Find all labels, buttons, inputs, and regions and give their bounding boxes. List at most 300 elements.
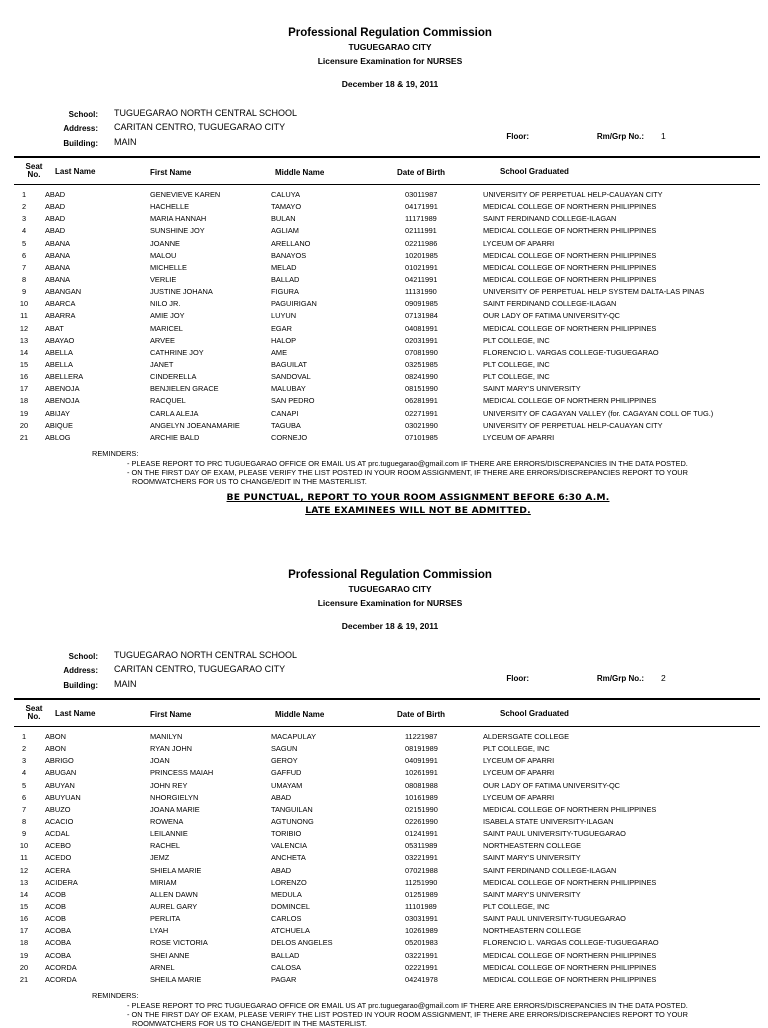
date-of-birth: 10261989 xyxy=(405,926,438,936)
table-row xyxy=(0,804,768,816)
last-name: ACEDO xyxy=(45,853,72,863)
last-name: ABAD xyxy=(45,214,66,224)
first-name: CARLA ALEJA xyxy=(150,408,199,418)
first-name: ROSE VICTORIA xyxy=(150,938,208,948)
room-label: Rm/Grp No.: xyxy=(596,674,644,683)
date-of-birth: 01021991 xyxy=(405,262,438,272)
middle-name: CARLOS xyxy=(271,914,302,924)
seat-no: 1 xyxy=(21,190,27,199)
table-row xyxy=(0,901,768,913)
first-name: BENJIELEN GRACE xyxy=(150,384,219,394)
school-graduated: UNIVERSITY OF PERPETUAL HELP SYSTEM DALTA-LAS PINAS xyxy=(483,287,705,297)
header-exam: Licensure Examination for NURSES xyxy=(317,56,463,66)
seat-no: 14 xyxy=(19,347,29,357)
school-graduated: SAINT MARY'S UNIVERSITY xyxy=(483,384,581,394)
seat-no: 5 xyxy=(21,780,27,790)
school-graduated: MEDICAL COLLEGE OF NORTHERN PHILIPPINES xyxy=(483,226,657,236)
school-graduated: SAINT PAUL UNIVERSITY-TUGUEGARAO xyxy=(483,914,626,924)
middle-name: MELAD xyxy=(271,262,297,272)
header-title: Professional Regulation Commission xyxy=(288,27,492,39)
seat-no: 10 xyxy=(19,841,29,851)
table-row xyxy=(0,359,768,371)
seat-no: 19 xyxy=(19,950,29,960)
table-row xyxy=(0,816,768,828)
school-graduated: OUR LADY OF FATIMA UNIVERSITY-QC xyxy=(483,311,621,321)
seat-no: 16 xyxy=(19,372,29,382)
col-middle-name: Middle Name xyxy=(275,710,325,719)
school-graduated: NORTHEASTERN COLLEGE xyxy=(483,841,582,851)
middle-name: CALUYA xyxy=(271,190,301,199)
seat-no: 13 xyxy=(19,335,29,345)
date-of-birth: 02111991 xyxy=(405,226,437,236)
first-name: PERLITA xyxy=(150,914,181,924)
middle-name: VALENCIA xyxy=(271,841,308,851)
col-school: School Graduated xyxy=(500,167,569,176)
school-graduated: LYCEUM OF APARRI xyxy=(483,792,555,802)
school-value: TUGUEGARAO NORTH CENTRAL SCHOOL xyxy=(114,650,298,660)
school-graduated: NORTHEASTERN COLLEGE xyxy=(483,926,582,936)
middle-name: MACAPULAY xyxy=(271,732,317,741)
date-of-birth: 02221991 xyxy=(405,962,438,972)
first-name: ANGELYN JOEANAMARIE xyxy=(150,420,240,430)
date-of-birth: 11101989 xyxy=(405,901,437,911)
last-name: ACOBA xyxy=(45,950,71,960)
seat-no: 2 xyxy=(21,744,27,754)
date-of-birth: 07131984 xyxy=(405,311,438,321)
table-row xyxy=(0,225,768,237)
last-name: ABENOJA xyxy=(45,384,80,394)
seat-no: 18 xyxy=(19,938,29,948)
table-row xyxy=(0,310,768,322)
first-name: JOANA MARIE xyxy=(150,804,200,814)
last-name: ACDAL xyxy=(45,829,70,839)
building-value: MAIN xyxy=(114,679,137,689)
date-of-birth: 11221987 xyxy=(405,732,438,741)
school-label: School: xyxy=(68,110,98,119)
school-graduated: MEDICAL COLLEGE OF NORTHERN PHILIPPINES xyxy=(483,396,657,406)
date-of-birth: 10261991 xyxy=(405,768,438,778)
seat-no: 9 xyxy=(21,287,27,297)
date-of-birth: 04081991 xyxy=(405,323,438,333)
punctuality-notice: BE PUNCTUAL, REPORT TO YOUR ROOM ASSIGNMENT BEFORE 6:30 A.M. xyxy=(226,492,610,503)
date-of-birth: 07101985 xyxy=(405,432,438,442)
first-name: JOAN xyxy=(150,756,170,766)
middle-name: ABAD xyxy=(271,865,292,875)
seat-no: 3 xyxy=(21,214,27,224)
table-row xyxy=(0,335,768,347)
last-name: ACOB xyxy=(45,901,66,911)
first-name: ARNEL xyxy=(150,962,175,972)
first-name: HACHELLE xyxy=(150,202,190,212)
address-value: CARITAN CENTRO, TUGUEGARAO CITY xyxy=(114,664,286,674)
school-graduated: FLORENCIO L. VARGAS COLLEGE-TUGUEGARAO xyxy=(483,938,659,948)
floor-label: Floor: xyxy=(506,674,529,683)
first-name: CATHRINE JOY xyxy=(150,347,204,357)
middle-name: SANDOVAL xyxy=(271,372,311,382)
last-name: ACEBO xyxy=(45,841,71,851)
date-of-birth: 10201985 xyxy=(405,250,438,260)
header-city: TUGUEGARAO CITY xyxy=(348,584,432,594)
last-name: ACOBA xyxy=(45,926,71,936)
table-row xyxy=(0,780,768,792)
middle-name: GEROY xyxy=(271,756,298,766)
first-name: SHEILA MARIE xyxy=(150,974,202,984)
address-value: CARITAN CENTRO, TUGUEGARAO CITY xyxy=(114,122,286,132)
middle-name: BULAN xyxy=(271,214,296,224)
building-label: Building: xyxy=(63,139,98,148)
reminder-line-3: ROOMWATCHERS FOR US TO CHANGE/EDIT IN THE MASTERLIST. xyxy=(132,477,367,486)
first-name: SHEI ANNE xyxy=(150,950,190,960)
date-of-birth: 08081988 xyxy=(405,780,438,790)
date-of-birth: 11251990 xyxy=(405,877,438,887)
middle-name: AGLIAM xyxy=(271,226,299,236)
first-name: MARIA HANNAH xyxy=(150,214,207,224)
date-of-birth: 09091985 xyxy=(405,299,438,309)
date-of-birth: 07081990 xyxy=(405,347,438,357)
last-name: ABANA xyxy=(45,238,71,248)
seat-no: 11 xyxy=(20,853,28,863)
seat-no: 21 xyxy=(19,974,29,984)
school-graduated: ISABELA STATE UNIVERSITY-ILAGAN xyxy=(483,816,614,826)
col-seat: Seat No. xyxy=(25,162,43,179)
middle-name: UMAYAM xyxy=(271,780,303,790)
date-of-birth: 05201983 xyxy=(405,938,438,948)
date-of-birth: 02271991 xyxy=(405,408,438,418)
seat-no: 14 xyxy=(19,889,29,899)
first-name: JOANNE xyxy=(150,238,180,248)
first-name: CINDERELLA xyxy=(150,372,197,382)
header-title: Professional Regulation Commission xyxy=(288,569,492,581)
col-dob: Date of Birth xyxy=(397,168,445,177)
room-label: Rm/Grp No.: xyxy=(596,132,644,141)
date-of-birth: 07021988 xyxy=(405,865,438,875)
first-name: ARVEE xyxy=(150,335,175,345)
last-name: ACIDERA xyxy=(45,877,78,887)
school-graduated: UNIVERSITY OF PERPETUAL HELP-CAUAYAN CITY xyxy=(483,420,663,430)
seat-no: 6 xyxy=(21,250,27,260)
last-name: ABLOG xyxy=(45,432,71,442)
col-school: School Graduated xyxy=(500,709,569,718)
col-last-name: Last Name xyxy=(55,709,96,718)
last-name: ABUYUAN xyxy=(45,792,81,802)
date-of-birth: 10161989 xyxy=(405,792,438,802)
last-name: ACOB xyxy=(45,914,66,924)
examinee-table xyxy=(0,731,768,986)
school-graduated: FLORENCIO L. VARGAS COLLEGE-TUGUEGARAO xyxy=(483,347,659,357)
seat-no: 15 xyxy=(19,359,29,369)
last-name: ABUYAN xyxy=(45,780,75,790)
school-graduated: LYCEUM OF APARRI xyxy=(483,432,555,442)
table-row xyxy=(0,840,768,852)
table-row xyxy=(0,201,768,213)
table-top-rule xyxy=(14,156,760,158)
seat-no: 20 xyxy=(19,962,29,972)
seat-no: 13 xyxy=(19,877,29,887)
middle-name: MEDULA xyxy=(271,889,302,899)
table-row xyxy=(0,347,768,359)
middle-name: PAGAR xyxy=(271,974,297,984)
date-of-birth: 03021990 xyxy=(405,420,438,430)
last-name: ABARRA xyxy=(45,311,76,321)
seat-no: 11 xyxy=(20,311,28,321)
header-exam: Licensure Examination for NURSES xyxy=(317,598,463,608)
seat-no: 12 xyxy=(19,865,29,875)
first-name: MANILYN xyxy=(150,732,183,741)
last-name: ABIJAY xyxy=(45,408,70,418)
date-of-birth: 03011987 xyxy=(405,190,438,199)
first-name: JOHN REY xyxy=(150,780,188,790)
date-of-birth: 04091991 xyxy=(405,756,438,766)
table-row xyxy=(0,889,768,901)
first-name: ARCHIE BALD xyxy=(150,432,200,442)
first-name: RACQUEL xyxy=(150,396,186,406)
reminders-title: REMINDERS: xyxy=(92,449,139,458)
first-name: JUSTINE JOHANA xyxy=(150,287,213,297)
first-name: RYAN JOHN xyxy=(150,744,193,754)
last-name: ACOBA xyxy=(45,938,71,948)
first-name: SHIELA MARIE xyxy=(150,865,202,875)
date-of-birth: 11131990 xyxy=(405,287,437,297)
seat-no: 17 xyxy=(19,926,29,936)
middle-name: BALLAD xyxy=(271,274,300,284)
seat-no: 4 xyxy=(21,226,27,236)
middle-name: BANAYOS xyxy=(271,250,307,260)
seat-no: 8 xyxy=(21,816,27,826)
seat-no: 19 xyxy=(19,408,29,418)
table-row xyxy=(0,767,768,779)
seat-no: 2 xyxy=(21,202,27,212)
middle-name: ARELLANO xyxy=(271,238,311,248)
table-row xyxy=(0,420,768,432)
table-row xyxy=(0,743,768,755)
school-graduated: MEDICAL COLLEGE OF NORTHERN PHILIPPINES xyxy=(483,950,657,960)
table-row xyxy=(0,974,768,986)
address-label: Address: xyxy=(63,124,98,133)
school-graduated: SAINT MARY'S UNIVERSITY xyxy=(483,853,581,863)
date-of-birth: 01251989 xyxy=(405,889,438,899)
seat-no: 18 xyxy=(19,396,29,406)
last-name: ABON xyxy=(45,732,66,741)
date-of-birth: 06281991 xyxy=(405,396,438,406)
date-of-birth: 02261990 xyxy=(405,816,438,826)
middle-name: EGAR xyxy=(271,323,292,333)
table-row xyxy=(0,383,768,395)
last-name: ABAYAO xyxy=(45,335,75,345)
school-graduated: UNIVERSITY OF CAGAYAN VALLEY (for. CAGAYAN COLL OF TUG.) xyxy=(483,408,714,418)
last-name: ABAT xyxy=(45,323,64,333)
last-name: ABRIGO xyxy=(45,756,74,766)
last-name: ABELLA xyxy=(45,359,73,369)
seat-no: 21 xyxy=(19,432,29,442)
col-first-name: First Name xyxy=(150,168,192,177)
first-name: LEILANNIE xyxy=(150,829,188,839)
date-of-birth: 04211991 xyxy=(405,274,438,284)
middle-name: ABAD xyxy=(271,792,292,802)
school-graduated: MEDICAL COLLEGE OF NORTHERN PHILIPPINES xyxy=(483,202,657,212)
seat-no: 1 xyxy=(21,732,27,741)
seat-no: 3 xyxy=(21,756,27,766)
seat-no: 16 xyxy=(19,914,29,924)
table-row xyxy=(0,408,768,420)
school-graduated: ALDERSGATE COLLEGE xyxy=(483,732,570,741)
first-name: AMIE JOY xyxy=(150,311,185,321)
school-graduated: SAINT PAUL UNIVERSITY-TUGUEGARAO xyxy=(483,829,626,839)
date-of-birth: 08151990 xyxy=(405,384,438,394)
middle-name: LORENZO xyxy=(271,877,307,887)
middle-name: BAGUILAT xyxy=(271,359,308,369)
table-row xyxy=(0,852,768,864)
school-graduated: MEDICAL COLLEGE OF NORTHERN PHILIPPINES xyxy=(483,877,657,887)
seat-no: 17 xyxy=(19,384,29,394)
school-label: School: xyxy=(68,652,98,661)
table-row xyxy=(0,962,768,974)
seat-no: 7 xyxy=(21,804,27,814)
table-row xyxy=(0,432,768,444)
last-name: ABARCA xyxy=(45,299,76,309)
table-row xyxy=(0,731,768,743)
school-graduated: SAINT FERDINAND COLLEGE-ILAGAN xyxy=(483,214,617,224)
school-graduated: LYCEUM OF APARRI xyxy=(483,756,555,766)
last-name: ACORDA xyxy=(45,962,77,972)
school-graduated: MEDICAL COLLEGE OF NORTHERN PHILIPPINES xyxy=(483,323,657,333)
date-of-birth: 08191989 xyxy=(405,744,438,754)
middle-name: AME xyxy=(271,347,288,357)
date-of-birth: 02151990 xyxy=(405,804,438,814)
date-of-birth: 05311989 xyxy=(405,841,438,851)
date-of-birth: 03031991 xyxy=(405,914,438,924)
address-label: Address: xyxy=(63,666,98,675)
middle-name: FIGURA xyxy=(271,287,299,297)
seat-no: 12 xyxy=(19,323,29,333)
middle-name: TORIBIO xyxy=(271,829,302,839)
last-name: ACORDA xyxy=(45,974,77,984)
date-of-birth: 08241990 xyxy=(405,372,438,382)
header-date: December 18 & 19, 2011 xyxy=(341,79,439,89)
table-row xyxy=(0,925,768,937)
table-row xyxy=(0,238,768,250)
seat-no: 20 xyxy=(19,420,29,430)
first-name: NHORGIELYN xyxy=(150,792,199,802)
last-name: ACERA xyxy=(45,865,71,875)
table-row xyxy=(0,828,768,840)
middle-name: ATCHUELA xyxy=(271,926,310,936)
school-graduated: LYCEUM OF APARRI xyxy=(483,768,555,778)
middle-name: HALOP xyxy=(271,335,297,345)
room-value: 2 xyxy=(661,673,666,683)
middle-name: DOMINCEL xyxy=(271,901,311,911)
table-row xyxy=(0,371,768,383)
date-of-birth: 01241991 xyxy=(405,829,438,839)
school-graduated: MEDICAL COLLEGE OF NORTHERN PHILIPPINES xyxy=(483,974,657,984)
middle-name: PAGUIRIGAN xyxy=(271,299,317,309)
school-graduated: MEDICAL COLLEGE OF NORTHERN PHILIPPINES xyxy=(483,262,657,272)
first-name: RACHEL xyxy=(150,841,180,851)
first-name: MALOU xyxy=(150,250,177,260)
first-name: JANET xyxy=(150,359,174,369)
seat-no: 9 xyxy=(21,829,27,839)
school-graduated: PLT COLLEGE, INC xyxy=(483,335,550,345)
col-last-name: Last Name xyxy=(55,167,96,176)
middle-name: SAGUN xyxy=(271,744,298,754)
date-of-birth: 04241978 xyxy=(405,974,438,984)
school-graduated: PLT COLLEGE, INC xyxy=(483,744,550,754)
last-name: ABELLA xyxy=(45,347,73,357)
school-graduated: SAINT MARY'S UNIVERSITY xyxy=(483,889,581,899)
room-value: 1 xyxy=(661,131,666,141)
school-graduated: MEDICAL COLLEGE OF NORTHERN PHILIPPINES xyxy=(483,274,657,284)
table-row xyxy=(0,395,768,407)
middle-name: TANGUILAN xyxy=(271,804,313,814)
middle-name: TAMAYO xyxy=(271,202,302,212)
first-name: MIRIAM xyxy=(150,877,177,887)
seat-no: 6 xyxy=(21,792,27,802)
seat-no: 10 xyxy=(19,299,29,309)
last-name: ABELLERA xyxy=(45,372,84,382)
school-graduated: PLT COLLEGE, INC xyxy=(483,372,550,382)
school-graduated: UNIVERSITY OF PERPETUAL HELP-CAUAYAN CITY xyxy=(483,190,663,199)
school-graduated: MEDICAL COLLEGE OF NORTHERN PHILIPPINES xyxy=(483,962,657,972)
school-graduated: PLT COLLEGE, INC xyxy=(483,901,550,911)
late-notice: LATE EXAMINEES WILL NOT BE ADMITTED. xyxy=(305,505,531,516)
last-name: ABIQUE xyxy=(45,420,73,430)
middle-name: TAGUBA xyxy=(271,420,301,430)
reminder-line-2: - ON THE FIRST DAY OF EXAM, PLEASE VERIFY THE LIST POSTED IN YOUR ROOM ASSIGNMENT, IF THERE ARE ERRORS/DISCREPANCIES REPORT TO YOUR xyxy=(127,468,688,477)
first-name: ALLEN DAWN xyxy=(150,889,198,899)
school-graduated: LYCEUM OF APARRI xyxy=(483,238,555,248)
seat-no: 4 xyxy=(21,768,27,778)
reminder-line-1: - PLEASE REPORT TO PRC TUGUEGARAO OFFICE OR EMAIL US AT prc.tuguegarao@gmail.com IF THERE ARE ERRORS/DISCREPANCIES IN THE DATA POSTED. xyxy=(127,459,688,468)
building-value: MAIN xyxy=(114,137,137,147)
table-row xyxy=(0,250,768,262)
last-name: ABON xyxy=(45,744,66,754)
table-row xyxy=(0,865,768,877)
table-row xyxy=(0,755,768,767)
last-name: ABAD xyxy=(45,190,66,199)
first-name: JEMZ xyxy=(150,853,170,863)
date-of-birth: 03251985 xyxy=(405,359,438,369)
date-of-birth: 03221991 xyxy=(405,950,438,960)
last-name: ACOB xyxy=(45,889,66,899)
building-label: Building: xyxy=(63,681,98,690)
table-row xyxy=(0,913,768,925)
table-row xyxy=(0,937,768,949)
school-value: TUGUEGARAO NORTH CENTRAL SCHOOL xyxy=(114,108,298,118)
seat-no: 8 xyxy=(21,274,27,284)
last-name: ABAD xyxy=(45,202,66,212)
header-city: TUGUEGARAO CITY xyxy=(348,42,432,52)
first-name: VERLIE xyxy=(150,274,177,284)
last-name: ABENOJA xyxy=(45,396,80,406)
date-of-birth: 02031991 xyxy=(405,335,438,345)
middle-name: LUYUN xyxy=(271,311,297,321)
school-graduated: MEDICAL COLLEGE OF NORTHERN PHILIPPINES xyxy=(483,250,657,260)
seat-no: 5 xyxy=(21,238,27,248)
first-name: LYAH xyxy=(150,926,169,936)
reminder-line-1: - PLEASE REPORT TO PRC TUGUEGARAO OFFICE OR EMAIL US AT prc.tuguegarao@gmail.com IF THERE ARE ERRORS/DISCREPANCIES IN THE DATA POSTED. xyxy=(127,1001,688,1010)
first-name: MICHELLE xyxy=(150,262,187,272)
col-middle-name: Middle Name xyxy=(275,168,325,177)
table-row xyxy=(0,274,768,286)
school-graduated: SAINT FERDINAND COLLEGE-ILAGAN xyxy=(483,299,617,309)
first-name: SUNSHINE JOY xyxy=(150,226,205,236)
first-name: GENEVIEVE KAREN xyxy=(150,190,221,199)
table-row xyxy=(0,877,768,889)
first-name: PRINCESS MAIAH xyxy=(150,768,214,778)
last-name: ABANA xyxy=(45,274,71,284)
table-row xyxy=(0,792,768,804)
reminders-title: REMINDERS: xyxy=(92,991,139,1000)
first-name: MARICEL xyxy=(150,323,183,333)
